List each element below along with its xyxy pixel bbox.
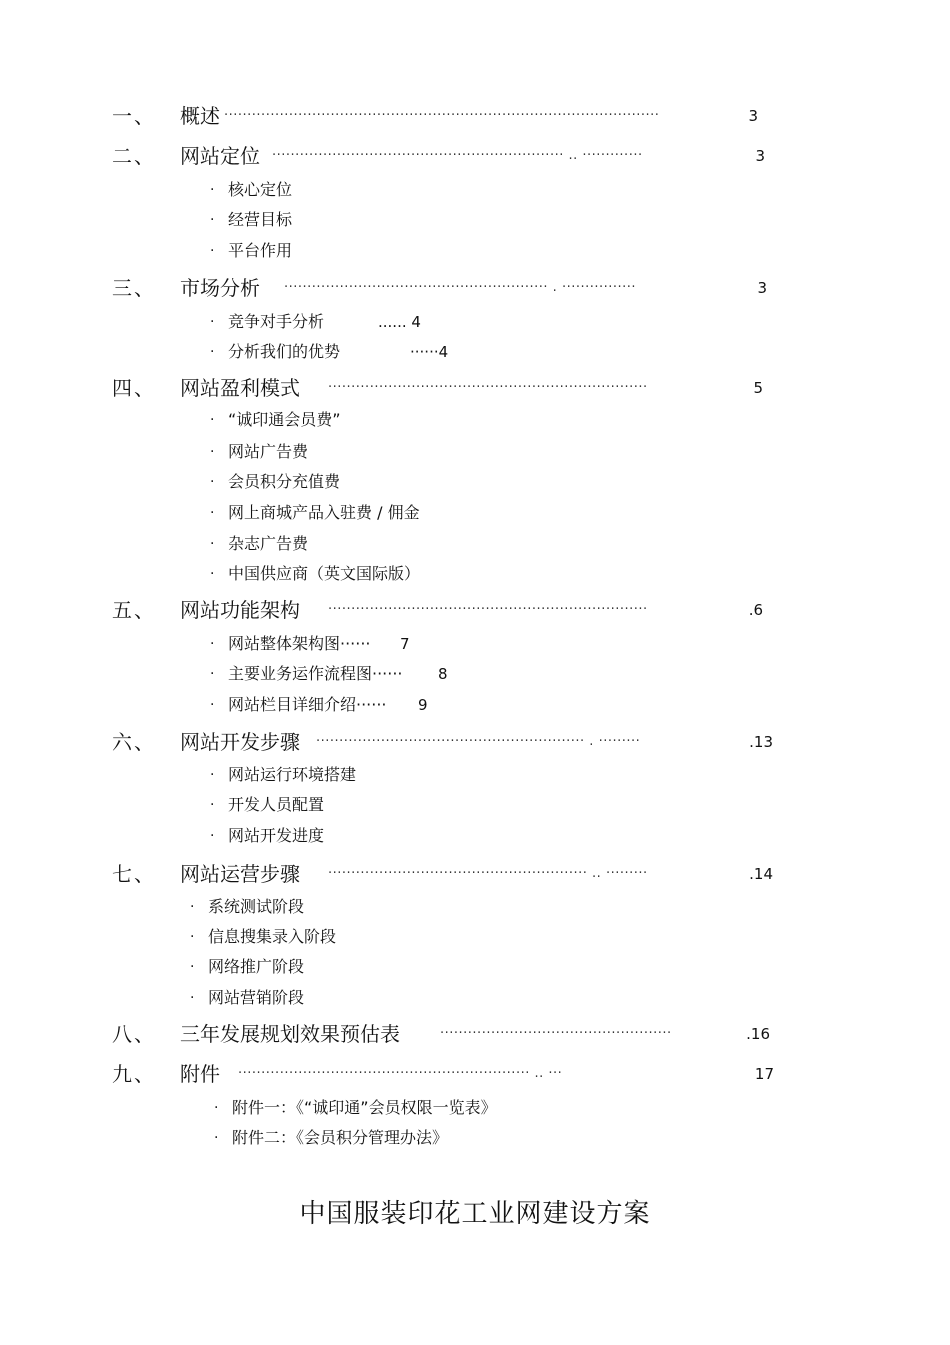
subitem-title: 网站营销阶段	[208, 988, 305, 1007]
section-number: 七、	[112, 862, 156, 886]
bullet: ·	[210, 697, 215, 713]
toc-entry[interactable]	[0, 1060, 950, 1088]
toc-entry[interactable]	[0, 596, 950, 624]
bullet: ·	[190, 990, 195, 1006]
toc-subitem[interactable]	[0, 953, 950, 979]
subitem-title: 分析我们的优势	[228, 342, 341, 361]
bullet: ·	[190, 929, 195, 945]
toc-subitem[interactable]	[0, 984, 950, 1010]
section-number: 一、	[112, 104, 156, 128]
toc-subitem[interactable]	[0, 499, 950, 525]
toc-subitem[interactable]	[0, 893, 950, 919]
bullet: ·	[210, 505, 215, 521]
subitem-page: 7	[400, 635, 410, 653]
toc-entry[interactable]	[0, 1020, 950, 1048]
subitem-title: 核心定位	[228, 180, 293, 199]
bullet: ·	[210, 536, 215, 552]
page-number: .14	[749, 865, 773, 883]
subitem-title: 网络推广阶段	[208, 957, 305, 976]
page-number: 5	[753, 379, 763, 397]
page-number: 3	[748, 107, 758, 125]
section-number: 八、	[112, 1022, 156, 1046]
subitem-title: 网站整体架构图······	[228, 634, 371, 653]
toc-entry[interactable]	[0, 274, 950, 302]
toc-subitem[interactable]	[0, 923, 950, 949]
toc-subitem[interactable]	[0, 530, 950, 556]
subitem-page: ······4	[410, 343, 449, 361]
subitem-title: 网上商城产品入驻费 / 佣金	[228, 503, 420, 522]
section-title: 网站开发步骤	[180, 730, 300, 754]
bullet: ·	[190, 899, 195, 915]
subitem-title: “诚印通会员费”	[228, 410, 341, 429]
toc-subitem[interactable]	[0, 438, 950, 464]
section-number: 三、	[112, 276, 156, 300]
dot-leader: ·························································· . ·········	[316, 734, 641, 749]
bullet: ·	[210, 182, 215, 198]
bullet: ·	[214, 1130, 219, 1146]
dot-leader: ··················································	[440, 1026, 672, 1041]
toc-subitem[interactable]	[0, 1124, 950, 1150]
bullet: ·	[190, 959, 195, 975]
bullet: ·	[210, 566, 215, 582]
subitem-title: 平台作用	[228, 241, 293, 260]
section-title: 网站功能架构	[180, 598, 300, 622]
subitem-title: 会员积分充值费	[228, 472, 341, 491]
subitem-page: 8	[438, 665, 448, 683]
document-title: 中国服装印花工业网建设方案	[299, 1199, 651, 1229]
bullet: ·	[210, 314, 215, 330]
bullet: ·	[210, 444, 215, 460]
bullet: ·	[210, 412, 215, 428]
toc-subitem[interactable]	[0, 206, 950, 232]
page-number: .6	[748, 601, 763, 619]
page-number: 17	[754, 1065, 774, 1083]
toc-entry[interactable]	[0, 374, 950, 402]
toc-subitem[interactable]	[0, 468, 950, 494]
bullet: ·	[210, 474, 215, 490]
subitem-title: 开发人员配置	[228, 795, 325, 814]
subitem-page: ...... 4	[378, 313, 421, 331]
bullet: ·	[214, 1100, 219, 1116]
toc-subitem[interactable]	[0, 176, 950, 202]
toc-subitem[interactable]	[0, 660, 950, 686]
toc-subitem[interactable]	[0, 338, 950, 364]
toc-subitem[interactable]	[0, 691, 950, 717]
subitem-title: 中国供应商（英文国际版）	[228, 564, 421, 583]
section-number: 六、	[112, 730, 156, 754]
subitem-title: 主要业务运作流程图······	[228, 664, 403, 683]
toc-subitem[interactable]	[0, 560, 950, 586]
subitem-page: 9	[418, 696, 428, 714]
toc-subitem[interactable]	[0, 761, 950, 787]
section-number: 二、	[112, 144, 156, 168]
toc-subitem[interactable]	[0, 1094, 950, 1120]
subitem-title: 系统测试阶段	[208, 897, 305, 916]
toc-entry[interactable]	[0, 142, 950, 170]
bullet: ·	[210, 636, 215, 652]
section-title: 概述	[180, 104, 220, 128]
subitem-title: 信息搜集录入阶段	[208, 927, 337, 946]
section-number: 九、	[112, 1062, 156, 1086]
page-number: .16	[746, 1025, 770, 1043]
section-number: 五、	[112, 598, 156, 622]
toc-entry[interactable]	[0, 102, 950, 130]
toc-entry[interactable]	[0, 860, 950, 888]
dot-leader: ······························································· .. ···	[238, 1066, 563, 1081]
subitem-title: 竞争对手分析	[228, 312, 325, 331]
section-title: 三年发展规划效果预估表	[180, 1022, 400, 1046]
subitem-title: 附件二：《会员积分管理办法》	[232, 1128, 449, 1147]
page-number: 3	[757, 279, 767, 297]
dot-leader: ·····································································	[328, 380, 648, 395]
bullet: ·	[210, 797, 215, 813]
section-title: 网站盈利模式	[180, 376, 300, 400]
subitem-title: 网站广告费	[228, 442, 309, 461]
subitem-title: 附件一：《“诚印通”会员权限一览表》	[232, 1098, 497, 1117]
dot-leader: ······························································· .. ·············	[272, 148, 643, 163]
subitem-title: 经营目标	[228, 210, 293, 229]
subitem-title: 网站栏目详细介绍······	[228, 695, 387, 714]
toc-subitem[interactable]	[0, 406, 950, 432]
subitem-title: 网站运行环境搭建	[228, 765, 357, 784]
bullet: ·	[210, 767, 215, 783]
dot-leader: ·····································································	[328, 602, 648, 617]
toc-subitem[interactable]	[0, 630, 950, 656]
subitem-title: 杂志广告费	[228, 534, 309, 553]
toc-entry[interactable]	[0, 728, 950, 756]
bullet: ·	[210, 344, 215, 360]
bullet: ·	[210, 828, 215, 844]
section-title: 附件	[180, 1062, 220, 1086]
page-number: 3	[755, 147, 765, 165]
subitem-title: 网站开发进度	[228, 826, 325, 845]
section-title: 市场分析	[180, 276, 260, 300]
bullet: ·	[210, 243, 215, 259]
section-title: 网站运营步骤	[180, 862, 300, 886]
page-number: .13	[749, 733, 773, 751]
bullet: ·	[210, 212, 215, 228]
toc-subitem[interactable]	[0, 308, 950, 334]
section-title: 网站定位	[180, 144, 260, 168]
toc-subitem[interactable]	[0, 791, 950, 817]
section-number: 四、	[112, 376, 156, 400]
toc-subitem[interactable]	[0, 822, 950, 848]
dot-leader: ······························································································	[224, 108, 660, 123]
dot-leader: ························································ .. ·········	[328, 866, 648, 881]
bullet: ·	[210, 666, 215, 682]
dot-leader: ························································· . ················	[284, 280, 637, 295]
toc-subitem[interactable]	[0, 237, 950, 263]
